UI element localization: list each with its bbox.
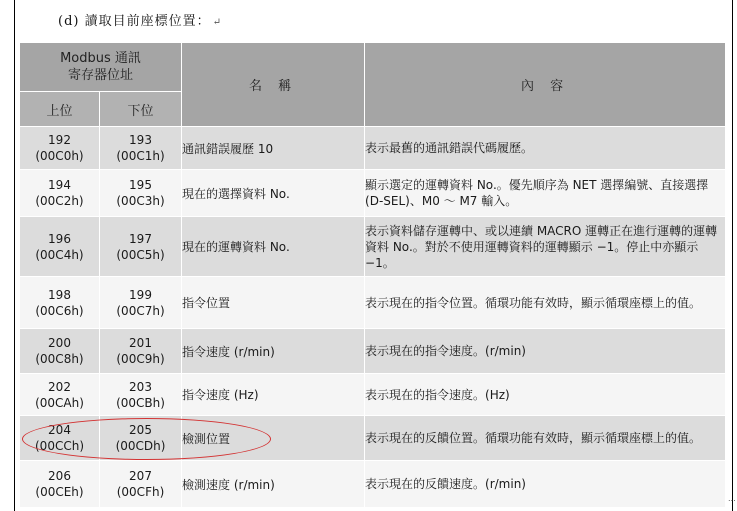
upper-address xyxy=(20,416,100,461)
register-name: 通訊錯誤履歷 10 xyxy=(182,127,365,170)
upper-address-hex: (00C0h) xyxy=(35,149,84,163)
header-upper: 上位 xyxy=(20,92,100,127)
page-border-right xyxy=(732,0,733,511)
register-description: 表示現在的指令速度。(r/min) xyxy=(365,329,726,374)
lower-address-hex: (00C9h) xyxy=(116,352,165,366)
register-name: 檢測位置 xyxy=(182,416,365,461)
register-description: 表示現在的反饋速度。(r/min) xyxy=(365,461,726,508)
lower-address-dec: 195 xyxy=(129,178,152,192)
lower-address xyxy=(100,277,182,329)
table-row xyxy=(20,277,726,329)
upper-address xyxy=(20,374,100,416)
lower-address xyxy=(100,170,182,217)
lower-address-hex: (00C3h) xyxy=(116,194,165,208)
register-name: 檢測速度 (r/min) xyxy=(182,461,365,508)
register-name: 指令位置 xyxy=(182,277,365,329)
upper-address xyxy=(20,170,100,217)
register-description: 表示現在的指令速度。(Hz) xyxy=(365,374,726,416)
lower-address-hex: (00CFh) xyxy=(116,485,165,499)
upper-address-dec: 192 xyxy=(48,133,71,147)
header-lower: 下位 xyxy=(100,92,182,127)
upper-address-hex: (00C8h) xyxy=(35,352,84,366)
upper-address-dec: 198 xyxy=(48,287,71,302)
lower-address-dec: 207 xyxy=(129,469,152,483)
upper-address-dec: 202 xyxy=(48,379,71,394)
lower-address xyxy=(100,461,182,508)
lower-address xyxy=(100,127,182,170)
lower-address-hex: (00CDh) xyxy=(115,439,166,453)
register-description: 表示現在的反饋位置。循環功能有效時，顯示循環座標上的值。 xyxy=(365,416,726,461)
lower-address xyxy=(100,217,182,277)
upper-address xyxy=(20,461,100,508)
upper-address-dec: 194 xyxy=(48,178,71,192)
lower-address-hex: (00CBh) xyxy=(116,395,165,410)
header-content: 內 容 xyxy=(365,43,726,127)
lower-address-hex: (00C1h) xyxy=(116,149,165,163)
upper-address-dec: 196 xyxy=(48,231,71,246)
upper-address xyxy=(20,277,100,329)
upper-address-hex: (00CAh) xyxy=(35,395,84,410)
lower-address-dec: 203 xyxy=(129,379,152,394)
upper-address xyxy=(20,329,100,374)
register-description: 顯示選定的運轉資料 No.。優先順序為 NET 選擇編號、直接選擇 (D-SEL)、M0 ～ M7 輸入。 xyxy=(365,170,726,217)
page-tick: ... xyxy=(728,494,736,503)
upper-address-hex: (00CCh) xyxy=(35,439,84,453)
lower-address xyxy=(100,374,182,416)
lower-address xyxy=(100,329,182,374)
lower-address-hex: (00C5h) xyxy=(116,247,165,262)
register-name: 現在的選擇資料 No. xyxy=(182,170,365,217)
header-modbus-line: Modbus 通訊 xyxy=(60,51,141,66)
upper-address-dec: 204 xyxy=(48,423,71,437)
section-caption xyxy=(58,10,222,29)
lower-address-dec: 199 xyxy=(129,287,152,302)
register-description: 表示最舊的通訊錯誤代碼履歷。 xyxy=(365,127,726,170)
table-row xyxy=(20,217,726,277)
register-name: 指令速度 (Hz) xyxy=(182,374,365,416)
upper-address-hex: (00CEh) xyxy=(35,485,84,499)
upper-address-hex: (00C6h) xyxy=(35,303,84,318)
table-row xyxy=(20,329,726,374)
register-description: 表示現在的指令位置。循環功能有效時，顯示循環座標上的值。 xyxy=(365,277,726,329)
table-row xyxy=(20,461,726,508)
header-modbus-line: 寄存器位址 xyxy=(68,68,134,83)
upper-address-dec: 206 xyxy=(48,469,71,483)
table-row xyxy=(20,170,726,217)
caption-text: (d) 讀取目前座標位置： xyxy=(58,14,211,29)
lower-address-dec: 201 xyxy=(129,336,152,350)
register-table xyxy=(19,42,726,508)
register-name: 指令速度 (r/min) xyxy=(182,329,365,374)
page-border-left xyxy=(14,0,15,511)
upper-address-hex: (00C4h) xyxy=(35,247,84,262)
table-row xyxy=(20,127,726,170)
lower-address-dec: 197 xyxy=(129,231,152,246)
register-name: 現在的運轉資料 No. xyxy=(182,217,365,277)
lower-address-hex: (00C7h) xyxy=(116,303,165,318)
upper-address xyxy=(20,217,100,277)
register-description: 表示資料儲存運轉中、或以連續 MACRO 運轉正在進行運轉的運轉資料 No.。對於不使用運轉資料的運轉顯示 −1。停止中亦顯示 −1。 xyxy=(365,217,726,277)
paragraph-mark-icon: ↵ xyxy=(212,17,222,28)
table-row xyxy=(20,416,726,461)
lower-address xyxy=(100,416,182,461)
header-name: 名 稱 xyxy=(182,43,365,127)
upper-address-hex: (00C2h) xyxy=(35,194,84,208)
lower-address-dec: 193 xyxy=(129,133,152,147)
lower-address-dec: 205 xyxy=(129,423,152,437)
table-row xyxy=(20,374,726,416)
upper-address xyxy=(20,127,100,170)
header-modbus-address xyxy=(20,43,182,92)
upper-address-dec: 200 xyxy=(48,336,71,350)
